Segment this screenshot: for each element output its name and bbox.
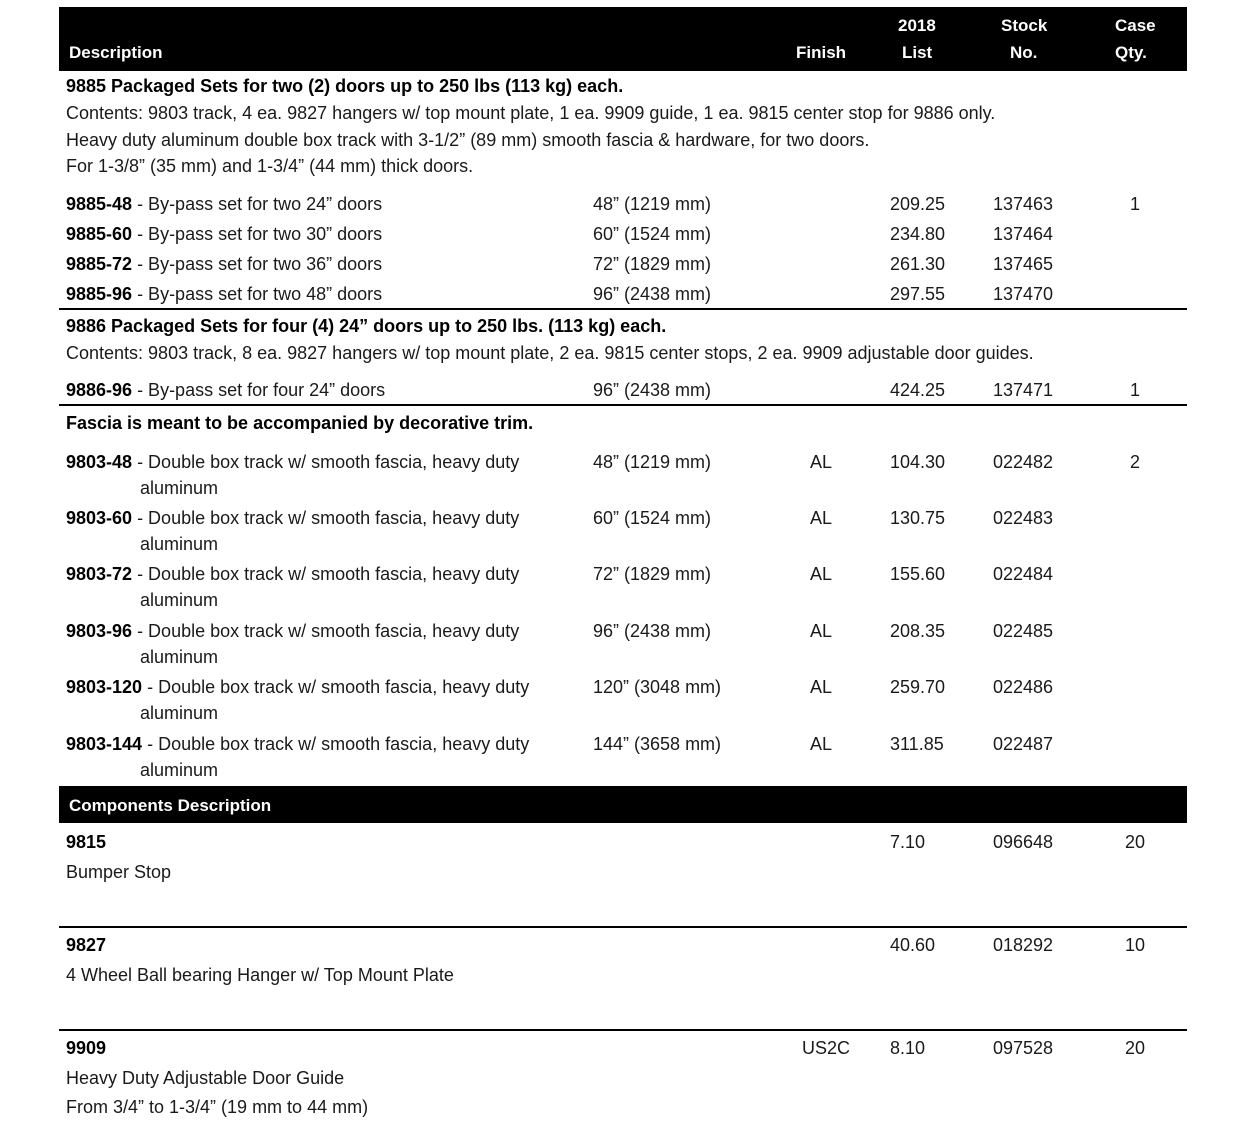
row-finish: AL	[810, 621, 833, 641]
row-finish: AL	[810, 734, 833, 754]
component-description: 4 Wheel Ball bearing Hanger w/ Top Mount Plate	[66, 965, 454, 985]
row-qty: 1	[1130, 194, 1141, 214]
row-stock: 137470	[993, 284, 1054, 304]
row-sku: 9885-60	[66, 224, 133, 244]
row-price: 155.60	[890, 564, 946, 584]
component-stock: 097528	[993, 1038, 1054, 1058]
row-description: 9803-120 - Double box track w/ smooth fascia, heavy duty	[66, 677, 530, 697]
row-stock: 137464	[993, 224, 1054, 244]
row-size: 144” (3658 mm)	[593, 734, 722, 754]
row-size: 120” (3048 mm)	[593, 677, 722, 697]
row-sku: 9803-96	[66, 621, 133, 641]
row-sku: 9803-120	[66, 677, 143, 697]
component-finish: US2C	[802, 1038, 851, 1058]
row-qty: 1	[1130, 380, 1141, 400]
row-finish: AL	[810, 508, 833, 528]
row-size: 96” (2438 mm)	[593, 380, 712, 400]
component-description: Heavy Duty Adjustable Door Guide	[66, 1068, 345, 1088]
header-case-line1: Case	[1115, 16, 1156, 35]
row-stock: 137465	[993, 254, 1054, 274]
row-size: 96” (2438 mm)	[593, 284, 712, 304]
row-description-cont: aluminum	[140, 647, 219, 667]
row-finish: AL	[810, 677, 833, 697]
row-price: 424.25	[890, 380, 946, 400]
header-stock-line2: No.	[1010, 43, 1038, 62]
row-price: 208.35	[890, 621, 946, 641]
section-note: For 1-3/8” (35 mm) and 1-3/4” (44 mm) thick doors.	[66, 156, 474, 176]
components-header-label: Components Description	[69, 796, 272, 815]
row-size: 72” (1829 mm)	[593, 254, 712, 274]
component-description: From 3/4” to 1-3/4” (19 mm to 44 mm)	[66, 1097, 369, 1117]
row-price: 311.85	[890, 734, 944, 754]
row-size: 96” (2438 mm)	[593, 621, 712, 641]
row-description: 9885-60 - By-pass set for two 30” doors	[66, 224, 383, 244]
row-size: 48” (1219 mm)	[593, 194, 712, 214]
row-description: 9803-144 - Double box track w/ smooth fascia, heavy duty	[66, 734, 530, 754]
row-sku: 9885-72	[66, 254, 133, 274]
row-description-cont: aluminum	[140, 590, 219, 610]
row-finish: AL	[810, 452, 833, 472]
row-description: 9803-96 - Double box track w/ smooth fascia, heavy duty	[66, 621, 520, 641]
row-sku: 9803-72	[66, 564, 133, 584]
row-price: 130.75	[890, 508, 946, 528]
section-divider	[59, 308, 1187, 310]
row-price: 104.30	[890, 452, 946, 472]
row-stock: 022486	[993, 677, 1054, 697]
row-description: 9886-96 - By-pass set for four 24” doors	[66, 380, 386, 400]
component-stock: 096648	[993, 832, 1054, 852]
header-list-line2: List	[902, 43, 933, 62]
row-price: 261.30	[890, 254, 946, 274]
section-divider	[59, 926, 1187, 928]
component-qty: 10	[1125, 935, 1146, 955]
row-description-cont: aluminum	[140, 703, 219, 723]
row-sku: 9803-144	[66, 734, 143, 754]
component-qty: 20	[1125, 1038, 1146, 1058]
row-stock: 022484	[993, 564, 1054, 584]
header-description: Description	[69, 43, 163, 62]
row-stock: 022487	[993, 734, 1054, 754]
component-description: Bumper Stop	[66, 862, 172, 882]
row-description: 9885-96 - By-pass set for two 48” doors	[66, 284, 383, 304]
section-title-9886: 9886 Packaged Sets for four (4) 24” doors up to 250 lbs. (113 kg) each.	[66, 316, 667, 336]
row-description: 9885-48 - By-pass set for two 24” doors	[66, 194, 383, 214]
section-title-fascia: Fascia is meant to be accompanied by decorative trim.	[66, 413, 534, 433]
row-sku: 9886-96	[66, 380, 133, 400]
row-size: 72” (1829 mm)	[593, 564, 712, 584]
row-stock: 137471	[993, 380, 1054, 400]
component-stock: 018292	[993, 935, 1054, 955]
row-stock: 137463	[993, 194, 1054, 214]
component-qty: 20	[1125, 832, 1146, 852]
row-description: 9803-48 - Double box track w/ smooth fascia, heavy duty	[66, 452, 520, 472]
row-price: 209.25	[890, 194, 946, 214]
component-sku: 9827	[66, 935, 107, 955]
row-size: 60” (1524 mm)	[593, 508, 712, 528]
section-note: Contents: 9803 track, 8 ea. 9827 hangers w/ top mount plate, 2 ea. 9815 center stops, 2 ea. 9909 adjustable door guides.	[66, 343, 1034, 363]
row-price: 234.80	[890, 224, 946, 244]
table-header	[59, 7, 1187, 71]
header-stock-line1: Stock	[1001, 16, 1048, 35]
row-description-cont: aluminum	[140, 478, 219, 498]
section-divider	[59, 1029, 1187, 1031]
header-list-line1: 2018	[898, 16, 936, 35]
row-description-cont: aluminum	[140, 534, 219, 554]
row-sku: 9885-96	[66, 284, 133, 304]
component-price: 7.10	[890, 832, 926, 852]
component-sku: 9909	[66, 1038, 107, 1058]
header-finish: Finish	[796, 43, 847, 62]
row-finish: AL	[810, 564, 833, 584]
row-stock: 022485	[993, 621, 1054, 641]
row-description: 9885-72 - By-pass set for two 36” doors	[66, 254, 383, 274]
component-sku: 9815	[66, 832, 107, 852]
row-sku: 9803-48	[66, 452, 133, 472]
row-size: 60” (1524 mm)	[593, 224, 712, 244]
section-note: Heavy duty aluminum double box track with 3-1/2” (89 mm) smooth fascia & hardware, for two doors.	[66, 130, 870, 150]
header-case-line2: Qty.	[1115, 43, 1147, 62]
section-note: Contents: 9803 track, 4 ea. 9827 hangers w/ top mount plate, 1 ea. 9909 guide, 1 ea. 9815 center stop for 9886 only.	[66, 103, 996, 123]
row-price: 297.55	[890, 284, 946, 304]
row-description: 9803-72 - Double box track w/ smooth fascia, heavy duty	[66, 564, 520, 584]
component-price: 40.60	[890, 935, 936, 955]
component-price: 8.10	[890, 1038, 926, 1058]
row-description-cont: aluminum	[140, 760, 219, 780]
section-title-9885: 9885 Packaged Sets for two (2) doors up to 250 lbs (113 kg) each.	[66, 76, 624, 96]
row-qty: 2	[1130, 452, 1141, 472]
row-description: 9803-60 - Double box track w/ smooth fascia, heavy duty	[66, 508, 520, 528]
row-sku: 9885-48	[66, 194, 133, 214]
row-stock: 022482	[993, 452, 1054, 472]
row-size: 48” (1219 mm)	[593, 452, 712, 472]
row-sku: 9803-60	[66, 508, 133, 528]
row-price: 259.70	[890, 677, 946, 697]
components-header	[59, 786, 1187, 823]
section-divider	[59, 404, 1187, 406]
row-stock: 022483	[993, 508, 1054, 528]
